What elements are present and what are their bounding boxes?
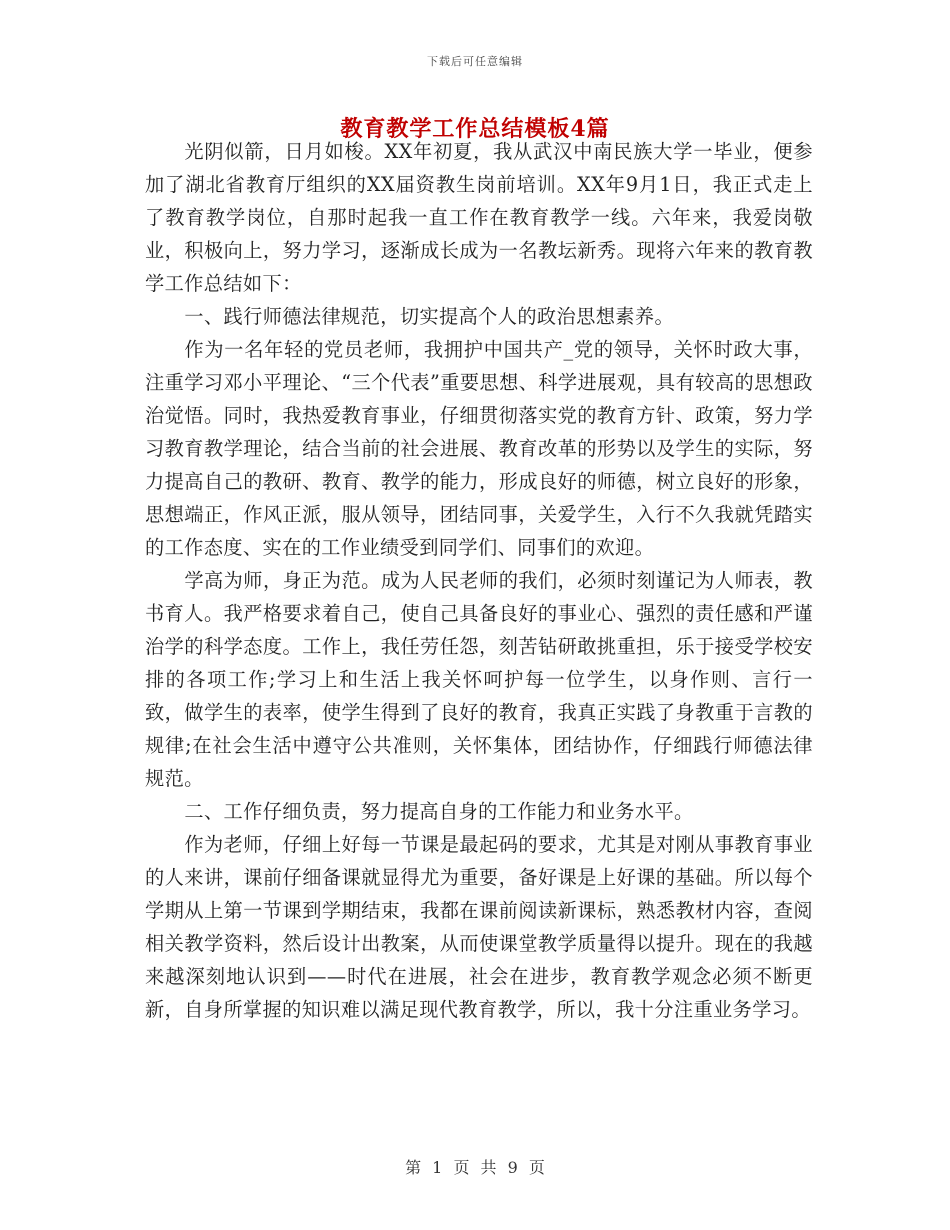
document-title: 教育教学工作总结模板4篇 [340, 116, 610, 142]
page-header-note: 下载后可任意编辑 [427, 55, 523, 68]
paragraph: 作为老师，仔细上好每一节课是最起码的要求，尤其是对刚从事教育事业的人来讲，课前仔细备课就显得尤为重要，备好课是上好课的基础。所以每个学期从上第一节课到学期结束，我都在课前阅读新课标，熟悉教材内容，查阅相关教学资料，然后设计出教案，从而使课堂教学质量得以提升。现在的我越来越深刻地认识到——时代在进展，社会在进步，教育教学观念必须不断更新，自身所掌握的知识难以满足现代教育教学，所以，我十分注重业务学习。 [145, 833, 813, 1021]
document-body [145, 135, 813, 1026]
paragraph-intro: 光阴似箭，日月如梭。XX年初夏，我从武汉中南民族大学一毕业，便参加了湖北省教育厅组织的XX届资教生岗前培训。XX年9月1日，我正式走上了教育教学岗位，自那时起我一直工作在教育教学一线。六年来，我爱岗敬业，积极向上，努力学习，逐渐成长成为一名教坛新秀。现将六年来的教育教学工作总结如下： [145, 140, 813, 295]
section-heading-1: 一、践行师德法律规范，切实提高个人的政治思想素养。 [184, 305, 675, 328]
section-heading-2: 二、工作仔细负责，努力提高自身的工作能力和业务水平。 [184, 800, 694, 823]
paragraph: 学高为师，身正为范。成为人民老师的我们，必须时刻谨记为人师表，教书育人。我严格要求着自己，使自己具备良好的事业心、强烈的责任感和严谨治学的科学态度。工作上，我任劳任怨，刻苦钻研敢挑重担，乐于接受学校安排的各项工作;学习上和生活上我关怀呵护每一位学生，以身作则、言行一致，做学生的表率，使学生得到了良好的教育，我真正实践了身教重于言教的规律;在社会生活中遵守公共准则，关怀集体，团结协作，仔细践行师德法律规范。 [145, 569, 813, 790]
page-number: 第 1 页 共 9 页 [405, 1158, 545, 1177]
paragraph: 作为一名年轻的党员老师，我拥护中国共产_党的领导，关怀时政大事，注重学习邓小平理论、“三个代表”重要思想、科学进展观，具有较高的思想政治觉悟。同时，我热爱教育事业，仔细贯彻落实党的教育方针、政策，努力学习教育教学理论，结合当前的社会进展、教育改革的形势以及学生的实际，努力提高自己的教研、教育、教学的能力，形成良好的师德，树立良好的形象，思想端正，作风正派，服从领导，团结同事，关爱学生，入行不久我就凭踏实的工作态度、实在的工作业绩受到同学们、同事们的欢迎。 [145, 338, 813, 559]
